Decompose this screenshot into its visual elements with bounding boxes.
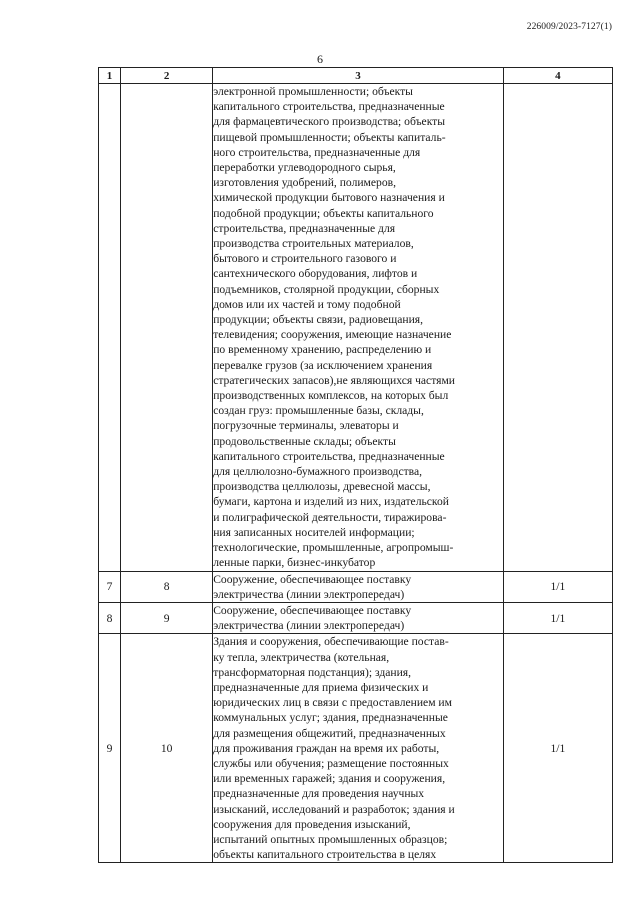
description-line: ния записанных носителей информации; <box>213 525 415 539</box>
description-line: коммунальных услуг; здания, предназначенные <box>213 711 448 725</box>
description-line: Сооружение, обеспечивающее поставку <box>213 572 412 586</box>
description-line: ного строительства, предназначенные для <box>213 145 421 159</box>
table-header-row <box>99 68 613 84</box>
description-line: технологические, промышленные, агропромыш- <box>213 541 454 555</box>
land-use-table <box>98 67 613 863</box>
description-line: электронной промышленности; объекты <box>213 85 413 98</box>
description-line: или временных гаражей; здания и сооружения, <box>213 772 446 786</box>
description-line: химической продукции бытового назначения и <box>213 191 445 205</box>
description-line: службы или обучения; размещение постоянных <box>213 756 449 770</box>
description-line: для целлюлозно-бумажного производства, <box>213 465 423 479</box>
description-line: испытаний опытных промышленных образцов; <box>213 832 448 846</box>
page-number: 6 <box>317 52 323 66</box>
description-cell <box>213 634 504 863</box>
description-line: создан груз: промышленные базы, склады, <box>213 404 424 418</box>
description-line: по временному хранению, распределению и <box>213 343 432 357</box>
zone-code-cell: 8 <box>121 571 213 602</box>
description-line: изготовления удобрений, полимеров, <box>213 176 397 190</box>
description-line: электричества (линии электропередач) <box>213 587 405 601</box>
description-line: подобной продукции; объекты капитального <box>213 206 434 220</box>
description-line: электричества (линии электропередач) <box>213 619 405 633</box>
description-line: сантехнического оборудования, лифтов и <box>213 267 418 281</box>
description-line: изысканий, исследований и разработок; здания и <box>213 802 455 816</box>
description-line: юридических лиц в связи с предоставлением им <box>213 696 452 710</box>
row-number-cell: 8 <box>99 602 121 633</box>
zone-code-cell: 9 <box>121 602 213 633</box>
column-header-1: 1 <box>99 68 121 84</box>
description-line: перевалке грузов (за исключением хранения <box>213 358 433 372</box>
description-line: сооружения для проведения изысканий, <box>213 817 411 831</box>
description-line: домов или их частей и тому подобной <box>213 297 401 311</box>
description-line: предназначенные для приема физических и <box>213 680 429 694</box>
description-line: подъемников, столярной продукции, сборных <box>213 282 440 296</box>
ratio-cell: 1/1 <box>503 602 612 633</box>
zone-code-cell: 10 <box>121 634 213 863</box>
description-line: Здания и сооружения, обеспечивающие постав- <box>213 635 449 649</box>
table-row <box>99 634 613 863</box>
description-line: пищевой промышленности; объекты капиталь- <box>213 130 446 144</box>
description-line: строительства, предназначенные для <box>213 221 396 235</box>
description-cell <box>213 602 504 633</box>
table-row <box>99 602 613 633</box>
description-line: телевидения; сооружения, имеющие назначение <box>213 328 452 342</box>
description-line: производства строительных материалов, <box>213 237 414 251</box>
description-line: капитального строительства, предназначенные <box>213 449 445 463</box>
description-line: объекты капитального строительства в целях <box>213 848 437 862</box>
row-number-cell: 7 <box>99 571 121 602</box>
row-number-cell <box>99 84 121 572</box>
description-line: трансформаторная подстанция); здания, <box>213 665 412 679</box>
description-line: ленные парки, бизнес-инкубатор <box>213 556 376 570</box>
description-line: для проживания граждан на время их работы, <box>213 741 440 755</box>
description-line: предназначенные для проведения научных <box>213 787 425 801</box>
description-line: и полиграфической деятельности, тиражирова- <box>213 510 447 524</box>
ratio-cell: 1/1 <box>503 634 612 863</box>
description-line: ку тепла, электричества (котельная, <box>213 650 390 664</box>
description-line: для фармацевтического производства; объекты <box>213 115 446 129</box>
column-header-2: 2 <box>121 68 213 84</box>
zone-code-cell <box>121 84 213 572</box>
column-header-4: 4 <box>503 68 612 84</box>
description-line: бытового и строительного газового и <box>213 252 397 266</box>
description-line: капитального строительства, предназначенные <box>213 100 445 114</box>
description-line: производственных комплексов, на которых был <box>213 389 449 403</box>
document-number: 226009/2023-7127(1) <box>526 22 612 32</box>
description-line: продукции; объекты связи, радиовещания, <box>213 313 423 327</box>
description-line: бумаги, картона и изделий из них, издательской <box>213 495 449 509</box>
description-line: производства целлюлозы, древесной массы, <box>213 480 431 494</box>
description-line: переработки углеводородного сырья, <box>213 161 396 175</box>
description-line: Сооружение, обеспечивающее поставку <box>213 603 412 617</box>
ratio-cell: 1/1 <box>503 571 612 602</box>
row-number-cell: 9 <box>99 634 121 863</box>
description-line: стратегических запасов),не являющихся частями <box>213 373 455 387</box>
table-row <box>99 84 613 572</box>
table-row <box>99 571 613 602</box>
description-line: продовольственные склады; объекты <box>213 434 396 448</box>
column-header-3: 3 <box>213 68 504 84</box>
description-cell <box>213 571 504 602</box>
description-line: погрузочные терминалы, элеваторы и <box>213 419 399 433</box>
description-cell <box>213 84 504 572</box>
ratio-cell <box>503 84 612 572</box>
description-line: для размещения общежитий, предназначенных <box>213 726 446 740</box>
